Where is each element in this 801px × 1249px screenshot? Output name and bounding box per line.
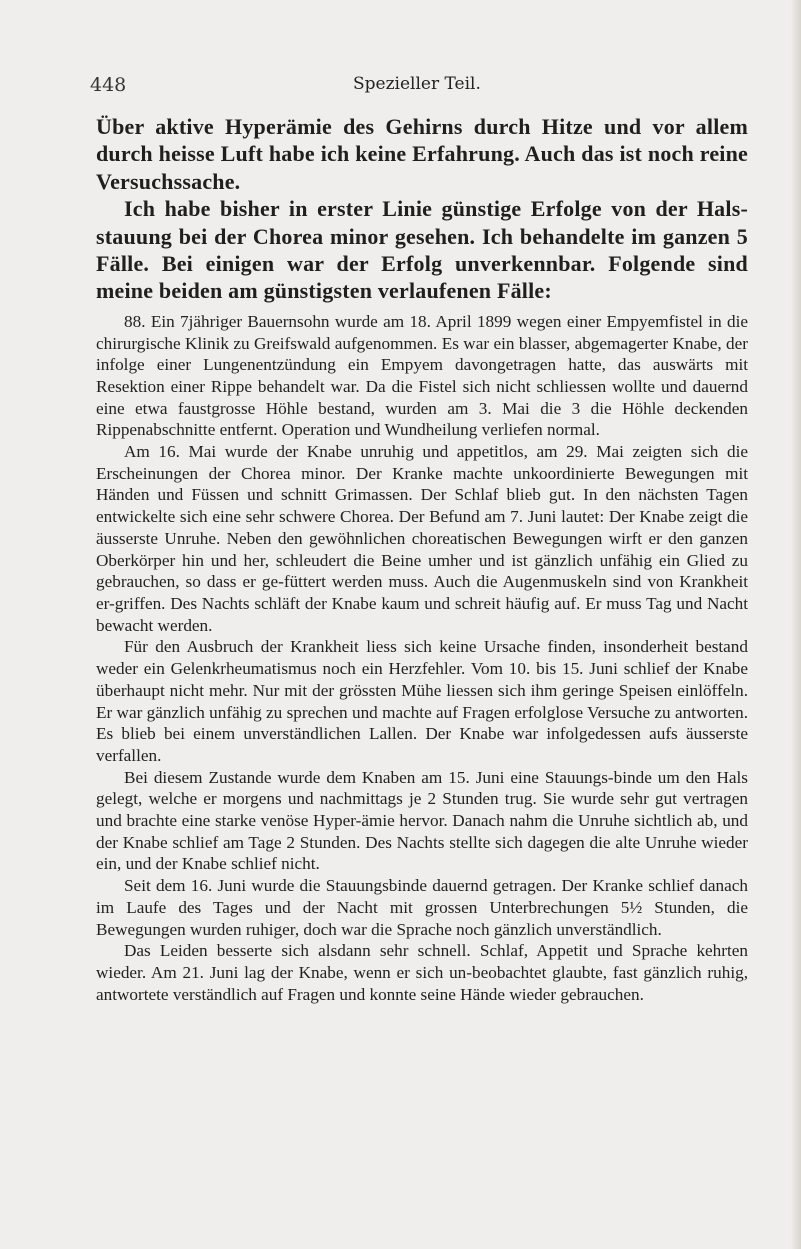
paragraph-chorea-intro: Ich habe bisher in erster Linie günstige Erfolge von der Hals-stauung bei der Chorea minor gesehen. Ich behandelte im ganzen 5 Fälle. Bei einigen war der Erfolg unverkennbar. Folgende sind meine beiden am günstigsten verlaufenen Fälle: — [96, 196, 748, 304]
paragraph-hyperaemia: Über aktive Hyperämie des Gehirns durch Hitze und vor allem durch heisse Luft habe ich keine Erfahrung. Auch das ist noch reine Versuchssache. — [96, 114, 748, 194]
case-paragraph-cause: Für den Ausbruch der Krankheit liess sich keine Ursache finden, insonderheit bestand weder ein Gelenkrheumatismus noch ein Herzfehler. Vom 10. bis 15. Juni schlief der Knabe überhaupt nicht mehr. Nur mit der grössten Mühe liessen sich ihm geringe Speisen einlöffeln. Er war gänzlich unfähig zu sprechen und machte auf Fragen erfolglose Versuche zu antworten. Es blieb bei einem unverständlichen Lallen. Der Knabe war infolgedessen aufs äusserste verfallen. — [96, 637, 748, 765]
running-head: Spezieller Teil. — [353, 74, 481, 94]
case-paragraph-recovery: Das Leiden besserte sich alsdann sehr schnell. Schlaf, Appetit und Sprache kehrten wieder. Am 21. Juni lag der Knabe, wenn er sich un-beobachtet glaubte, fast gänzlich ruhig, antwortete verständlich auf Fragen und konnte seine Hände wieder gebrauchen. — [96, 941, 748, 1004]
page-number: 448 — [90, 74, 127, 96]
case-paragraph-onset: Am 16. Mai wurde der Knabe unruhig und appetitlos, am 29. Mai zeigten sich die Erscheinungen der Chorea minor. Der Kranke machte unkoordinierte Bewegungen mit Händen und Füssen und schnitt Grimassen. Der Schlaf blieb gut. In den nächsten Tagen entwickelte sich eine sehr schwere Chorea. Der Befund am 7. Juni lautet: Der Knabe zeigt die äusserste Unruhe. Neben den gewöhnlichen choreatischen Bewegungen wirft er den ganzen Oberkörper hin und her, schleudert die Beine umher und ist gänzlich unfähig ein Glied zu gebrauchen, so dass er ge-füttert werden muss. Auch die Augenmuskeln sind von Krankheit er-griffen. Des Nachts schläft der Knabe kaum und schreit häufig auf. Er muss Tag und Nacht bewacht werden. — [96, 442, 748, 635]
case-paragraph-june-16: Seit dem 16. Juni wurde die Stauungsbinde dauernd getragen. Der Kranke schlief danach im Laufe des Tages und der Nacht mit grossen Unterbrechungen 5½ Stunden, die Bewegungen wurden ruhiger, doch war die Sprache noch gänzlich unverständlich. — [96, 876, 748, 939]
page-edge-shadow — [791, 0, 801, 1249]
case-paragraph-stauungsbinde: Bei diesem Zustande wurde dem Knaben am 15. Juni eine Stauungs-binde um den Hals gelegt, welche er morgens und nachmittags je 2 Stunden trug. Sie wurde sehr gut vertragen und brachte eine starke venöse Hyper-ämie hervor. Danach nahm die Unruhe sichtlich ab, und der Knabe schlief am Tage 2 Stunden. Des Nachts stellte sich dagegen die alte Unruhe wieder ein, und der Knabe schlief nicht. — [96, 767, 748, 874]
page-body — [96, 113, 748, 1005]
case-paragraph-88: 88. Ein 7jähriger Bauernsohn wurde am 18. April 1899 wegen einer Empyemfistel in die chirurgische Klinik zu Greifswald aufgenommen. Es war ein blasser, abgemagerter Knabe, der infolge einer Lungenentzündung ein Empyem davongetragen hatte, das auswärts mit Resektion einer Rippe behandelt war. Da die Fistel sich nicht schliessen wollte und dauernd eine etwa faustgrosse Höhle bestand, wurden am 3. Mai die 3 die Höhle deckenden Rippenabschnitte entfernt. Operation und Wundheilung verliefen normal. — [96, 311, 748, 440]
page-header — [90, 74, 740, 104]
